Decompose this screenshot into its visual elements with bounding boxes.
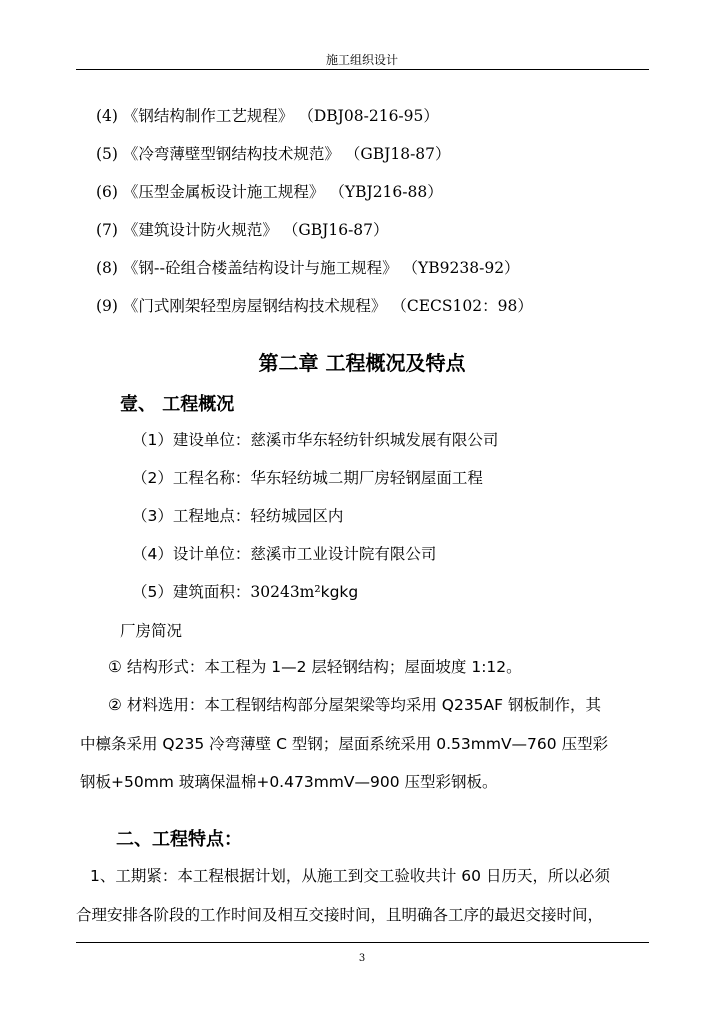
header-rule [76,69,649,70]
reference-item [96,218,389,240]
reference-title: 《压型金属板设计施工规程》 [122,183,325,201]
reference-item [96,180,443,202]
reference-title: 《建筑设计防火规范》 [122,221,278,239]
reference-number: (7) [96,221,118,239]
section-heading: 壹、 工程概况 [120,394,235,415]
reference-number: (5) [96,145,118,163]
project-info-item: （4）设计单位：慈溪市工业设计院有限公司 [132,545,437,563]
reference-code: （YBJ216-88） [329,183,443,201]
materials-paragraph-line: 中檩条采用 Q235 冷弯薄壁 C 型钢；屋面系统采用 0.53mmV—760 压型彩 [80,735,609,753]
reference-number: (9) [96,297,118,315]
plant-heading: 厂房简况 [120,622,183,640]
reference-item [96,104,439,126]
reference-code: （CECS102：98） [391,297,533,315]
page-number: 3 [358,953,366,964]
area-label: （5）建筑面积： [132,583,251,601]
page-header-title: 施工组织设计 [325,53,398,67]
project-info-item: （2）工程名称：华东轻纺城二期厂房轻钢屋面工程 [132,469,483,487]
reference-title: 《门式刚架轻型房屋钢结构技术规程》 [122,297,387,315]
reference-number: (4) [96,107,118,125]
footer-rule [76,942,649,943]
reference-item [96,294,533,316]
materials-paragraph-line: 钢板+50mm 玻璃保温棉+0.473mmV—900 压型彩钢板。 [80,773,498,791]
chapter-title: 第二章 工程概况及特点 [258,351,466,375]
project-info-item [132,580,358,602]
materials-paragraph-line: ② 材料选用：本工程钢结构部分屋架梁等均采用 Q235AF 钢板制作，其 [108,696,601,714]
reference-item [96,142,451,164]
reference-code: （GBJ18-87） [344,145,451,163]
project-info-item: （3）工程地点：轻纺城园区内 [132,507,344,525]
reference-code: （GBJ16-87） [282,221,389,239]
area-value: 30243m² [250,583,321,601]
structure-paragraph: ① 结构形式：本工程为 1—2 层轻钢结构；屋面坡度 1:12。 [108,658,522,676]
reference-item [96,256,520,278]
reference-code: （YB9238-92） [402,259,520,277]
features-paragraph-line: 合理安排各阶段的工作时间及相互交接时间，且明确各工序的最迟交接时间， [76,906,604,924]
reference-title: 《钢--砼组合楼盖结构设计与施工规程》 [122,259,398,277]
reference-number: (6) [96,183,118,201]
reference-title: 《冷弯薄壁型钢结构技术规范》 [122,145,340,163]
reference-title: 《钢结构制作工艺规程》 [122,107,294,125]
section-heading: 二、工程特点： [116,829,242,850]
project-info-item: （1）建设单位：慈溪市华东轻纺针织城发展有限公司 [132,431,499,449]
reference-code: （DBJ08-216-95） [298,107,439,125]
reference-number: (8) [96,259,118,277]
area-unit: kgkg [320,583,359,601]
features-paragraph-line: 1、工期紧：本工程根据计划，从施工到交工验收共计 60 日历天，所以必须 [90,867,610,885]
